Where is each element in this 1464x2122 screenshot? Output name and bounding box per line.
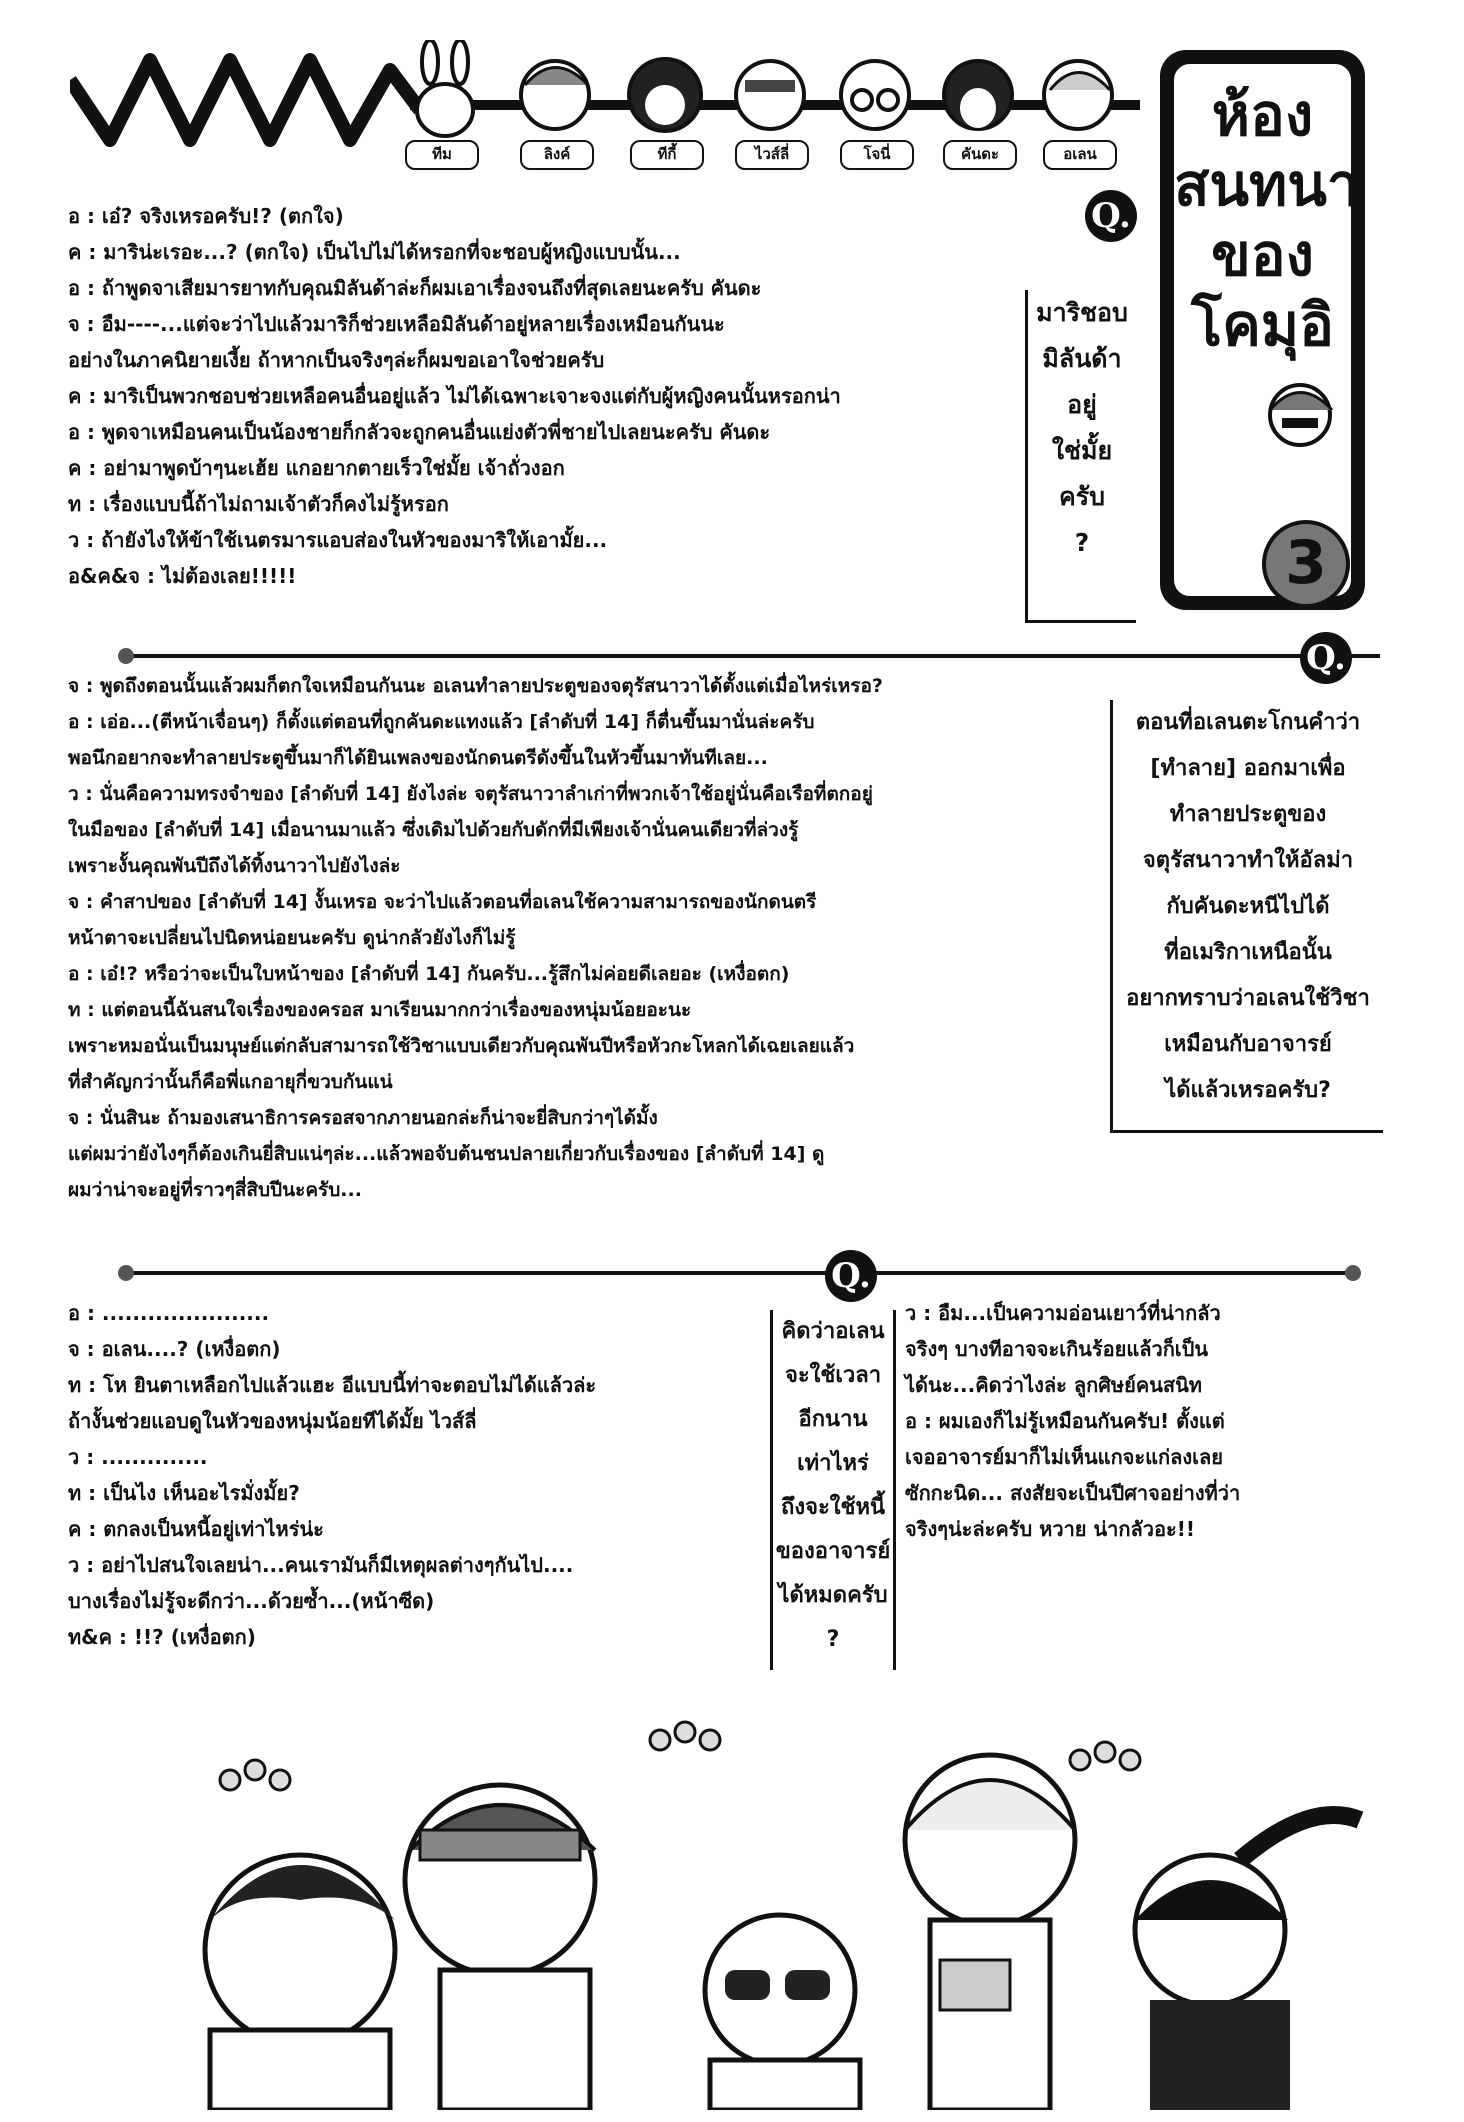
dialogue-line: ค : มาริเป็นพวกชอบช่วยเหลือคนอื่นอยู่แล้ว ไม่ได้เฉพาะเจาะจงแต่กับผู้หญิงคนนั้นหรอกน่า — [68, 384, 841, 408]
dialogue-line: ค : มาริน่ะเรอะ...? (ตกใจ) เป็นไปไม่ได้หรอกที่จะชอบผู้หญิงแบบนั้น... — [68, 240, 681, 264]
label-johnny: โจนี่ — [840, 140, 914, 170]
question-line: คิดว่าอเลน — [781, 1319, 885, 1344]
dialogue-block-3-right — [905, 1295, 1240, 1547]
dialogue-line: ท : โห ยินตาเหลือกไปแล้วแฮะ อีแบบนี้ท่าจะตอบไม่ได้แล้วล่ะ — [68, 1373, 597, 1397]
question-line: ของอาจารย์ — [775, 1539, 891, 1564]
dialogue-line: บางเรื่องไม่รู้จะดีกว่า...ด้วยซ้ำ...(หน้าซีด) — [68, 1589, 435, 1613]
question-line: ถึงจะใช้หนี้ — [781, 1495, 885, 1520]
divider-dot — [118, 1265, 134, 1281]
dialogue-line: ในมือของ [ลำดับที่ 14] เมื่อนานมาแล้ว ซึ่งเดิมไปด้วยกับดักที่มีเพียงเจ้านั่นคนเดียวที่ล่วงรู้ — [68, 819, 799, 841]
dialogue-line: ว : อืม...เป็นความอ่อนเยาว์ที่น่ากลัว — [905, 1301, 1221, 1325]
issue-number-badge: 3 — [1262, 520, 1350, 608]
question-line: อีกนาน — [798, 1407, 868, 1432]
question-line: เหมือนกับอาจารย์ — [1164, 1032, 1332, 1057]
dialogue-line: ว : .............. — [68, 1445, 208, 1469]
dialogue-line: อ : พูดจาเหมือนคนเป็นน้องชายก็กลัวจะถูกคนอื่นแย่งตัวพี่ชายไปเลยนะครับ คันดะ — [68, 420, 771, 444]
dialogue-line: อ : เอ๋!? หรือว่าจะเป็นใบหน้าของ [ลำดับที่ 14] กันครับ...รู้สึกไม่ค่อยดีเลยอะ (เหงื่อตก) — [68, 963, 790, 985]
question-line: ? — [1074, 528, 1090, 557]
dialogue-line: อย่างในภาคนิยายเงี้ย ถ้าหากเป็นจริงๆล่ะก็ผมขอเอาใจช่วยครับ — [68, 348, 605, 372]
dialogue-line: ที่สำคัญกว่านั้นก็คือพี่แกอายุกี่ขวบกันแน่ — [68, 1071, 393, 1093]
dialogue-line: อ : เอ๋? จริงเหรอครับ!? (ตกใจ) — [68, 204, 344, 228]
dialogue-line: หน้าตาจะเปลี่ยนไปนิดหน่อยนะครับ ดูน่ากลัวยังไงก็ไม่รู้ — [68, 927, 516, 949]
question-line: ? — [826, 1627, 840, 1652]
section-divider — [130, 654, 1380, 658]
question-line: ใช่มั้ย — [1051, 436, 1113, 465]
question-line: จะใช้เวลา — [784, 1363, 882, 1388]
question-line: มิลันด้าอยู่ — [1042, 344, 1122, 419]
label-tyki: ทีกี้ — [630, 140, 704, 170]
question-line: เท่าไหร่ — [797, 1451, 869, 1476]
divider-dot — [118, 648, 134, 664]
question-line: มาริชอบ — [1036, 298, 1128, 327]
character-heads-illustration — [410, 40, 1140, 140]
question-mark-badge: Q. — [825, 1250, 877, 1302]
question-line: ได้แล้วเหรอครับ? — [1165, 1078, 1331, 1103]
question-line: ได้หมดครับ — [778, 1583, 888, 1608]
dialogue-line: ค : ตกลงเป็นหนี้อยู่เท่าไหร่น่ะ — [68, 1517, 324, 1541]
dialogue-line: จริงๆ บางทีอาจจะเกินร้อยแล้วก็เป็น — [905, 1337, 1209, 1361]
label-timcanpy: ทีม — [405, 140, 479, 170]
dialogue-line: จ : อเลน....? (เหงื่อตก) — [68, 1337, 281, 1361]
dialogue-line: อ&ค&จ : ไม่ต้องเลย!!!!! — [68, 564, 297, 588]
dialogue-line: ท : เป็นไง เห็นอะไรมั่งมั้ย? — [68, 1481, 300, 1505]
dialogue-line: อ : ...................... — [68, 1301, 270, 1325]
dialogue-line: เพราะหมอนั่นเป็นมนุษย์แต่กลับสามารถใช้วิชาแบบเดียวกับคุณพันปีหรือหัวกะโหลกได้เฉยเลยแล้ว — [68, 1035, 855, 1057]
zigzag-decoration — [70, 40, 430, 150]
question-line: จตุรัสนาวาทำให้อัลม่า — [1142, 848, 1354, 873]
title-line-4: โคมุอิ — [1190, 291, 1335, 359]
section-divider — [130, 1271, 1350, 1275]
dialogue-line: ผมว่าน่าจะอยู่ที่ราวๆสี่สิบปีนะครับ... — [68, 1179, 362, 1201]
question-box-2 — [1110, 700, 1383, 1133]
question-mark-badge: Q. — [1085, 190, 1137, 242]
question-line: [ทำลาย] ออกมาเพื่อ — [1150, 756, 1346, 781]
title-panel — [1160, 50, 1365, 610]
chibi-head-icon — [1240, 370, 1350, 460]
dialogue-line: จ : อืม----...แต่จะว่าไปแล้วมาริก็ช่วยเหลือมิลันด้าอยู่หลายเรื่องเหมือนกันนะ — [68, 312, 725, 336]
dialogue-line: อ : เอ่อ...(ตีหน้าเจื่อนๆ) ก็ตั้งแต่ตอนที่ถูกคันดะแทงแล้ว [ลำดับที่ 14] ก็ตื่นขึ้นมานั่นล่ะครับ — [68, 711, 815, 733]
dialogue-line: ว : ถ้ายังไงให้ข้าใช้เนตรมารแอบส่องในหัวของมาริให้เอามั้ย... — [68, 528, 608, 552]
question-line: ที่อเมริกาเหนือนั้น — [1164, 940, 1332, 965]
question-line: ตอนที่อเลนตะโกนคำว่า — [1135, 710, 1361, 735]
dialogue-line: เจออาจารย์มาก็ไม่เห็นแกจะแก่ลงเลย — [905, 1445, 1223, 1469]
dialogue-line: ว : อย่าไปสนใจเลยน่า...คนเรามันก็มีเหตุผลต่างๆกันไป.... — [68, 1553, 574, 1577]
title-line-2: สนทนา — [1174, 151, 1360, 219]
character-heads-row — [410, 40, 1140, 180]
dialogue-block-1 — [68, 198, 841, 594]
question-line: ทำลายประตูของ — [1169, 802, 1327, 827]
label-link: ลิงค์ — [520, 140, 594, 170]
dialogue-line: เพราะงั้นคุณพันปีถึงได้ทิ้งนาวาไปยังไงล่ะ — [68, 855, 401, 877]
label-wisely: ไวส์ลี่ — [735, 140, 809, 170]
dialogue-line: ได้นะ...คิดว่าไงล่ะ ลูกศิษย์คนสนิท — [905, 1373, 1202, 1397]
divider-dot — [1345, 1265, 1361, 1281]
dialogue-line: ถ้างั้นช่วยแอบดูในหัวของหนุ่มน้อยทีได้มั้ย ไวส์ลี่ — [68, 1409, 477, 1433]
dialogue-line: ท&ค : !!? (เหงื่อตก) — [68, 1625, 256, 1649]
question-line: อยากทราบว่าอเลนใช้วิชา — [1126, 986, 1370, 1011]
dialogue-line: แต่ผมว่ายังไงๆก็ต้องเกินยี่สิบแน่ๆล่ะ...แล้วพอจับต้นชนปลายเกี่ยวกับเรื่องของ [ลำดับที่ 14] ดู — [68, 1143, 825, 1165]
question-mark-badge: Q. — [1300, 632, 1352, 684]
dialogue-block-2 — [68, 668, 883, 1208]
dialogue-block-3 — [68, 1295, 596, 1655]
dialogue-line: จ : นั่นสินะ ถ้ามองเสนาธิการครอสจากภายนอกล่ะก็น่าจะยี่สิบกว่าๆได้มั้ง — [68, 1107, 658, 1129]
dialogue-line: ท : แต่ตอนนี้ฉันสนใจเรื่องของครอส มาเรียนมากกว่าเรื่องของหนุ่มน้อยอะนะ — [68, 999, 692, 1021]
dialogue-line: ท : เรื่องแบบนี้ถ้าไม่ถามเจ้าตัวก็คงไม่รู้หรอก — [68, 492, 449, 516]
dialogue-line: ซักกะนิด... สงสัยจะเป็นปีศาจอย่างที่ว่า — [905, 1481, 1241, 1505]
dialogue-line: จ : คำสาปของ [ลำดับที่ 14] งั้นเหรอ จะว่าไปแล้วตอนที่อเลนใช้ความสามารถของนักดนตรี — [68, 891, 817, 913]
question-box-3 — [770, 1310, 896, 1670]
dialogue-line: ว : นั่นคือความทรงจำของ [ลำดับที่ 14] ยังไงล่ะ จตุรัสนาวาลำเก่าที่พวกเจ้าใช้อยู่นั่นคือเรือที่ตกอยู่ — [68, 783, 873, 805]
label-kanda: คันดะ — [943, 140, 1017, 170]
dialogue-line: อ : ผมเองก็ไม่รู้เหมือนกันครับ! ตั้งแต่ — [905, 1409, 1225, 1433]
characters-group-illustration — [60, 1700, 1400, 2110]
dialogue-line: ค : อย่ามาพูดบ้าๆนะเฮ้ย แกอยากตายเร็วใช่มั้ย เจ้าถั่วงอก — [68, 456, 565, 480]
question-box-1 — [1025, 290, 1136, 623]
dialogue-line: พอนึกอยากจะทำลายประตูขึ้นมาก็ได้ยินเพลงของนักดนตรีดังขึ้นในหัวขึ้นมาทันทีเลย... — [68, 747, 768, 769]
question-line: ครับ — [1058, 482, 1106, 511]
dialogue-line: จ : พูดถึงตอนนั้นแล้วผมก็ตกใจเหมือนกันนะ อเลนทำลายประตูของจตุรัสนาวาได้ตั้งแต่เมื่อไหร่เหรอ? — [68, 675, 883, 697]
title-line-1: ห้อง — [1211, 81, 1314, 149]
question-line: กับคันดะหนีไปได้ — [1166, 894, 1330, 919]
dialogue-line: อ : ถ้าพูดจาเสียมารยาทกับคุณมิลันด้าล่ะก็ผมเอาเรื่องจนถึงที่สุดเลยนะครับ คันดะ — [68, 276, 762, 300]
label-allen: อเลน — [1043, 140, 1117, 170]
dialogue-line: จริงๆน่ะล่ะครับ หวาย น่ากลัวอะ!! — [905, 1517, 1195, 1541]
title-line-3: ของ — [1211, 221, 1314, 289]
